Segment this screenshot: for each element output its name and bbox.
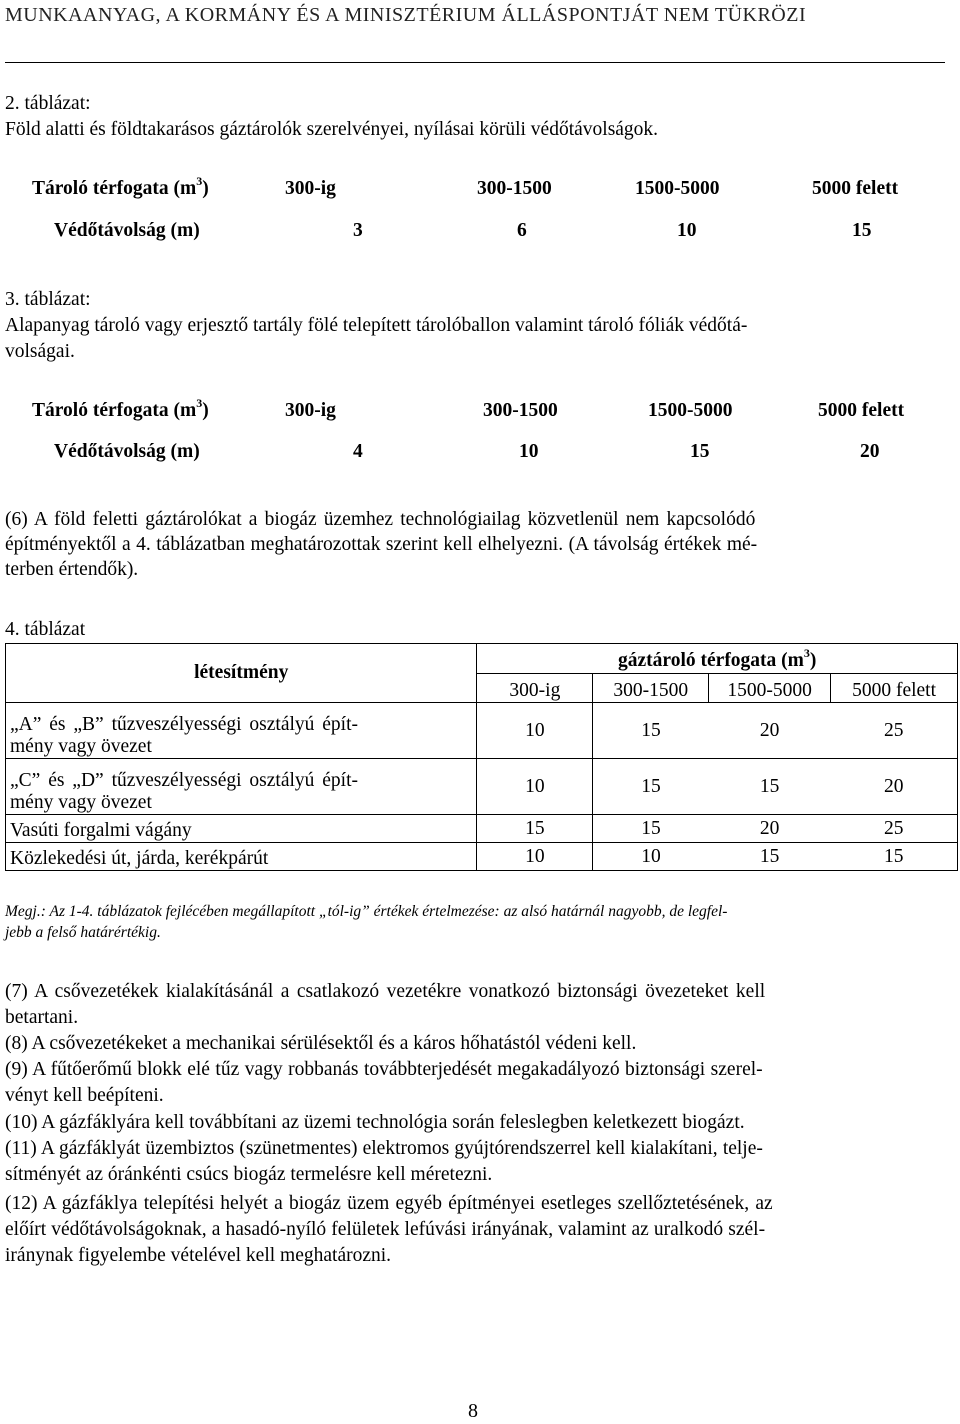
table4-row1-label: „A” és „B” tűzveszélyességi osztályú épít- mény vagy övezet <box>6 703 477 759</box>
table2-volume-label: Tároló térfogata $(m^3)$ <box>32 174 209 199</box>
table-row <box>6 759 958 815</box>
table2-col-1: 300-ig <box>285 178 336 199</box>
table4-row1-value: 10 <box>477 703 593 759</box>
table3-volume-label: Tároló térfogata $(m^3)$ <box>32 396 209 421</box>
table4-row2-value: 15 <box>709 759 831 815</box>
table2-value-3: 10 <box>677 220 697 241</box>
note-line2: jebb a felső határértékig. <box>5 924 161 941</box>
para9-line2: vényt kell beépíteni. <box>5 1085 164 1106</box>
table4-group-header: gáztároló térfogata $(m^3)$ <box>477 644 958 674</box>
table-row <box>6 703 958 759</box>
table-row <box>6 815 958 843</box>
para10: (10) A gázfáklyára kell továbbítani az üzemi technológia során feleslegben keletkezett biogázt. <box>5 1112 745 1133</box>
table4-col-header: létesítmény <box>6 644 477 703</box>
para8: (8) A csővezetékeket a mechanikai sérülésektől és a káros hőhatástól védeni kell. <box>5 1033 637 1054</box>
para12-line2: előírt védőtávolságoknak, a hasadó-nyíló felületek lefúvási irányának, valamint az uralkodó szél- <box>5 1219 766 1240</box>
para6-line3: terben értendők). <box>5 559 139 580</box>
table3-value-3: 15 <box>690 441 710 462</box>
para9-line1: (9) A fűtőerőmű blokk elé tűz vagy robbanás továbbterjedését megakadályozó biztonsági szerel- <box>5 1059 763 1080</box>
table3-distance-label: Védőtávolság (m) <box>54 441 200 462</box>
table4-col-2: 300-1500 <box>593 674 709 703</box>
table4-label: 4. táblázat <box>5 619 86 640</box>
table4-row2-value: 15 <box>593 759 709 815</box>
table3-value-2: 10 <box>519 441 539 462</box>
table3-col-3: 1500-5000 <box>648 400 733 421</box>
table4-row2-label: „C” és „D” tűzveszélyességi osztályú épít- mény vagy övezet <box>6 759 477 815</box>
table4-row4-value: 15 <box>831 843 958 871</box>
table4-row1-value: 20 <box>709 703 831 759</box>
table4-row4-value: 15 <box>709 843 831 871</box>
table4-col-1: 300-ig <box>477 674 593 703</box>
table4-row2-value: 10 <box>477 759 593 815</box>
table2-distance-label: Védőtávolság (m) <box>54 220 200 241</box>
page-header: MUNKAANYAG, A KORMÁNY ÉS A MINISZTÉRIUM ÁLLÁSPONTJÁT NEM TÜKRÖZI <box>5 4 807 26</box>
para7-line1: (7) A csővezetékek kialakításánál a csatlakozó vezetékre vonatkozó biztonsági övezeteket kell <box>5 981 766 1002</box>
table4-row4-value: 10 <box>477 843 593 871</box>
page-number: 8 <box>468 1400 478 1422</box>
table2-label: 2. táblázat: <box>5 93 91 114</box>
table3-col-2: 300-1500 <box>483 400 558 421</box>
table3-label: 3. táblázat: <box>5 289 91 310</box>
table4 <box>5 643 958 871</box>
para11-line1: (11) A gázfáklyát üzembiztos (szünetmentes) elektromos gyújtórendszerrel kell kialakítani, telje- <box>5 1138 763 1159</box>
table3-col-1: 300-ig <box>285 400 336 421</box>
header-divider <box>5 62 945 63</box>
table4-col-3: 1500-5000 <box>709 674 831 703</box>
table2-value-1: 3 <box>353 220 363 241</box>
para6-line2: építményektől a 4. táblázatban meghatározottak szerint kell elhelyezni. (A távolság értékek mé- <box>5 534 758 555</box>
para12-line3: iránynak figyelembe vételével kell meghatározni. <box>5 1245 392 1266</box>
table2-col-2: 300-1500 <box>477 178 552 199</box>
para6-line1: (6) A föld feletti gáztárolókat a biogáz üzemhez technológiailag közvetlenül nem kapcsolódó <box>5 509 756 530</box>
table4-row1-value: 25 <box>831 703 958 759</box>
table4-row2-value: 20 <box>831 759 958 815</box>
table4-row3-value: 15 <box>477 815 593 843</box>
table4-row4-value: 10 <box>593 843 709 871</box>
table2-value-4: 15 <box>852 220 872 241</box>
para12-line1: (12) A gázfáklya telepítési helyét a biogáz üzem egyéb építményei esetleges szellőztetésének, az <box>5 1193 773 1214</box>
table4-row4-label: Közlekedési út, járda, kerékpárút <box>6 843 477 871</box>
table2-col-3: 1500-5000 <box>635 178 720 199</box>
table2-value-2: 6 <box>517 220 527 241</box>
table3-caption-line1: Alapanyag tároló vagy erjesztő tartály fölé telepített tárolóballon valamint tároló fóliák védőtá- <box>5 315 748 336</box>
para7-line2: betartani. <box>5 1007 79 1028</box>
table4-row1-value: 15 <box>593 703 709 759</box>
table4-row3-label: Vasúti forgalmi vágány <box>6 815 477 843</box>
table2-col-4: 5000 felett <box>812 178 899 199</box>
table4-col-4: 5000 felett <box>831 674 958 703</box>
note-line1: Megj.: Az 1-4. táblázatok fejlécében megállapított „tól-ig” értékek értelmezése: az alsó határnál nagyobb, de legfel- <box>5 903 728 920</box>
table-note <box>5 901 948 943</box>
table4-row3-value: 20 <box>709 815 831 843</box>
table3-caption-line2: volságai. <box>5 341 75 362</box>
para11-line2: sítményét az óránkénti csúcs biogáz termelésre kell méretezni. <box>5 1164 493 1185</box>
table3-value-4: 20 <box>860 441 880 462</box>
table4-row3-value: 15 <box>593 815 709 843</box>
table4-row3-value: 25 <box>831 815 958 843</box>
table3-value-1: 4 <box>353 441 363 462</box>
table-row <box>6 843 958 871</box>
table2-caption: Föld alatti és földtakarásos gáztárolók szerelvényei, nyílásai körüli védőtávolságok. <box>5 119 659 140</box>
table3-col-4: 5000 felett <box>818 400 905 421</box>
